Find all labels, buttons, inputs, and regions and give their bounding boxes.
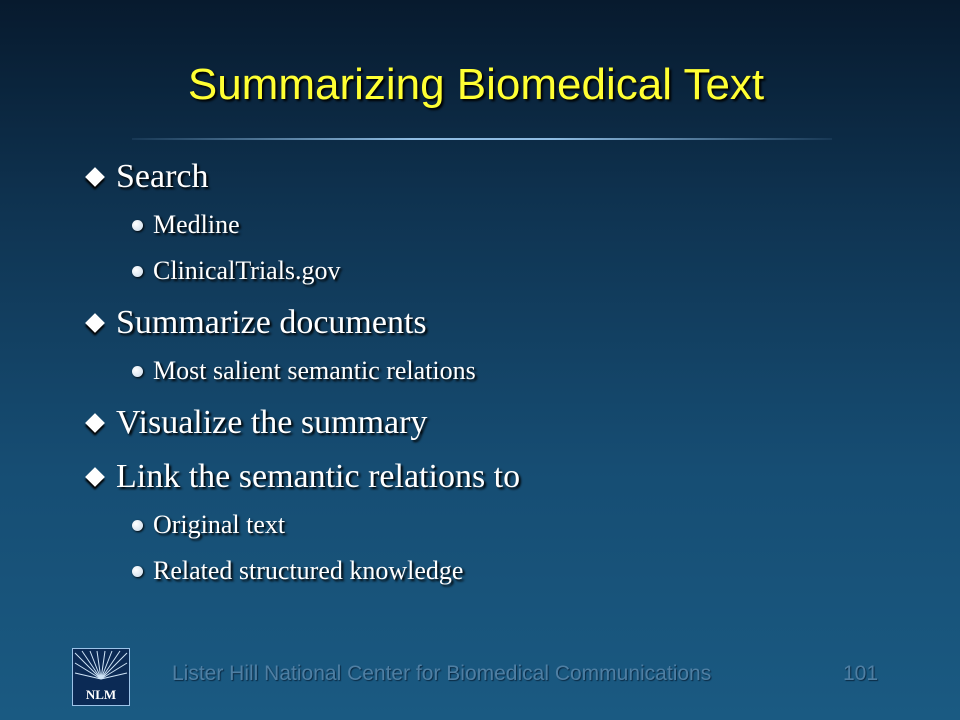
sub-bullet-text: Most salient semantic relations <box>153 356 476 385</box>
dot-bullet-icon <box>132 520 143 531</box>
bullet-item <box>82 458 520 496</box>
bullet-item <box>82 304 427 342</box>
page-number: 101 <box>843 662 879 685</box>
sub-bullet-item <box>132 256 341 286</box>
bullet-text: Visualize the summary <box>116 404 428 441</box>
bullet-text: Search <box>116 158 209 195</box>
nlm-logo <box>72 648 130 706</box>
slide-title: Summarizing Biomedical Text <box>187 60 765 109</box>
sub-bullet-item <box>132 210 240 240</box>
dot-bullet-icon <box>132 366 143 377</box>
dot-bullet-icon <box>132 220 143 231</box>
diamond-bullet-icon <box>85 313 105 333</box>
sub-bullet-text: Original text <box>153 510 286 539</box>
bullet-item <box>82 404 427 442</box>
sub-bullet-item <box>132 556 463 586</box>
logo-text: NLM <box>85 687 117 702</box>
dot-bullet-icon <box>132 566 143 577</box>
bullet-text: Link the semantic relations to <box>116 458 521 495</box>
sub-bullet-item <box>132 510 285 540</box>
sub-bullet-text: ClinicalTrials.gov <box>153 256 341 285</box>
diamond-bullet-icon <box>85 467 105 487</box>
diamond-bullet-icon <box>85 413 105 433</box>
sub-bullet-text: Related structured knowledge <box>153 556 464 585</box>
sub-bullet-text: Medline <box>153 210 240 239</box>
dot-bullet-icon <box>132 266 143 277</box>
bullet-text: Summarize documents <box>116 304 427 341</box>
bullet-item <box>82 158 209 196</box>
sub-bullet-item <box>132 356 476 386</box>
footer-organization: Lister Hill National Center for Biomedical Communications <box>172 662 712 685</box>
diamond-bullet-icon <box>85 167 105 187</box>
